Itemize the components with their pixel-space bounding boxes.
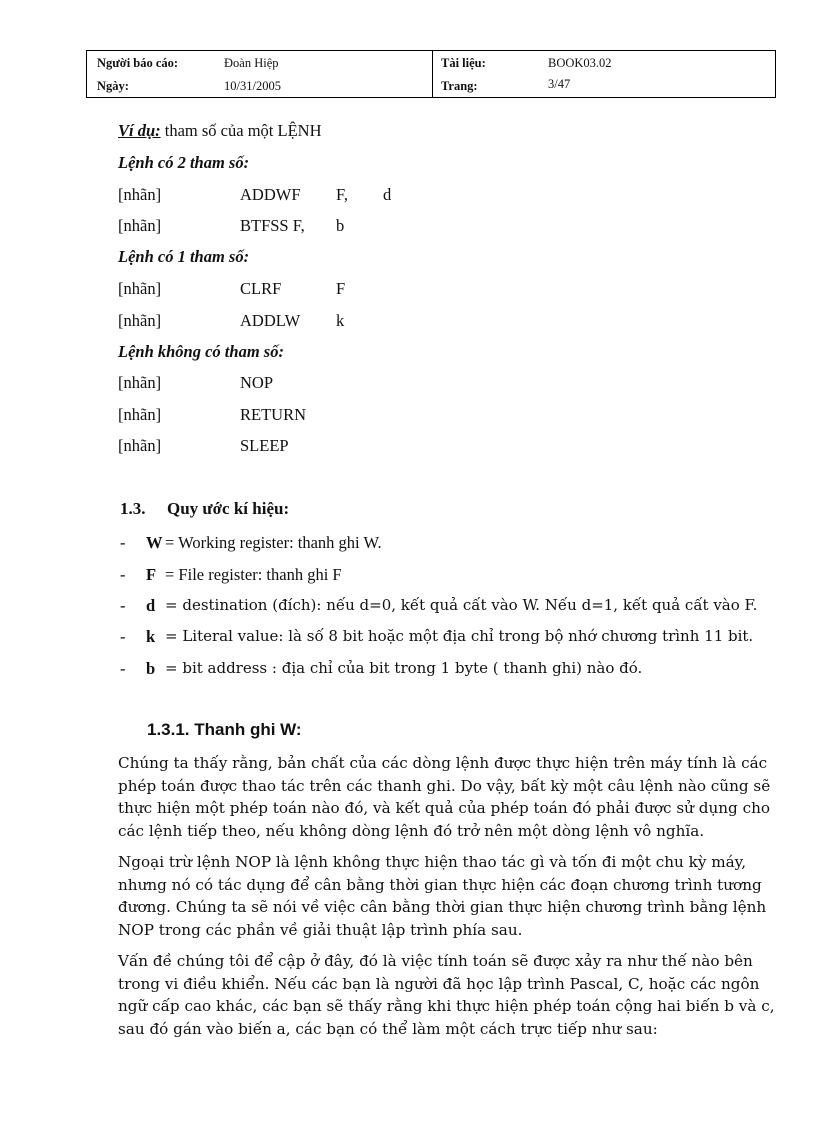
notation-text: = File register: thanh ghi F bbox=[165, 565, 342, 584]
bullet-dash: - bbox=[120, 565, 126, 584]
paragraph: Chúng ta thấy rằng, bản chất của các dòng lệnh được thực hiện trên máy tính là các phép toán được thao tác trên các thanh ghi. Do vậy, bất kỳ một câu lệnh nào cũng sẽ thực hiện một phép toán nào đó, và kết quả của phép toán đó phải được sử dụng cho các lệnh tiếp theo, nếu không dòng lệnh đó trở nên một dòng lệnh vô nghĩa. bbox=[118, 754, 771, 840]
doc-value: BOOK03.02 bbox=[548, 56, 612, 70]
notation-symbol: k bbox=[146, 627, 156, 646]
paragraph: Ngoại trừ lệnh NOP là lệnh không thực hiện thao tác gì và tốn đi một chu kỳ máy, nhưng nó có tác dụng để cân bằng thời gian thực hiện các đoạn chương trình tương đương. Chúng ta sẽ nói về việc cân bằng thời gian thực hiện chương trình bằng lệnh NOP trong các phần về giải thuật lập trình phía sau. bbox=[118, 853, 767, 939]
group-heading: Lệnh không có tham số: bbox=[118, 342, 284, 361]
example-title bbox=[118, 121, 321, 141]
notation-symbol: F bbox=[146, 565, 157, 584]
page-value: 3/47 bbox=[548, 77, 571, 91]
notation-symbol: d bbox=[146, 596, 156, 615]
notation-text: = Working register: thanh ghi W. bbox=[165, 533, 382, 552]
row-arg2: d bbox=[383, 185, 392, 204]
row-label: [nhãn] bbox=[118, 185, 162, 204]
group-heading: Lệnh có 2 tham số: bbox=[118, 153, 250, 172]
notation-item bbox=[120, 659, 770, 681]
example-text: tham số của một LỆNH bbox=[160, 121, 322, 140]
notation-item bbox=[120, 565, 770, 587]
notation-item bbox=[120, 627, 770, 649]
row-opcode: ADDWF bbox=[240, 185, 301, 204]
notation-symbol: W bbox=[146, 533, 163, 552]
example-label: Ví dụ: bbox=[118, 121, 161, 140]
notation-item bbox=[120, 533, 770, 555]
bullet-dash: - bbox=[120, 533, 126, 552]
row-label: [nhãn] bbox=[118, 405, 162, 424]
row-arg1: F bbox=[336, 279, 346, 298]
body-text bbox=[118, 752, 780, 1049]
notation-text: = destination (đích): nếu d=0, kết quả cất vào W. Nếu d=1, kết quả cất vào F. bbox=[165, 596, 758, 614]
row-label: [nhãn] bbox=[118, 279, 162, 298]
row-opcode: CLRF bbox=[240, 279, 282, 298]
section-number: 1.3. bbox=[120, 499, 146, 518]
reporter-label: Người báo cáo: bbox=[97, 56, 179, 70]
group-heading: Lệnh có 1 tham số: bbox=[118, 247, 250, 266]
header-divider bbox=[432, 51, 433, 97]
row-label: [nhãn] bbox=[118, 436, 162, 455]
row-opcode: RETURN bbox=[240, 405, 306, 424]
row-opcode: NOP bbox=[240, 373, 274, 392]
date-label: Ngày: bbox=[97, 79, 129, 93]
date-value: 10/31/2005 bbox=[224, 79, 281, 93]
row-arg1: k bbox=[336, 311, 345, 330]
doc-label: Tài liệu: bbox=[441, 56, 486, 70]
reporter-value: Đoàn Hiệp bbox=[224, 56, 279, 70]
notation-item bbox=[120, 596, 770, 618]
row-label: [nhãn] bbox=[118, 373, 162, 392]
page-label: Trang: bbox=[441, 79, 478, 93]
section-title: Quy ước kí hiệu: bbox=[167, 499, 290, 518]
row-arg1: F, bbox=[336, 185, 348, 204]
notation-symbol: b bbox=[146, 659, 156, 678]
row-opcode: ADDLW bbox=[240, 311, 301, 330]
notation-text: = Literal value: là số 8 bit hoặc một địa chỉ trong bộ nhớ chương trình 11 bit. bbox=[165, 627, 754, 645]
subsection-title: 1.3.1. Thanh ghi W: bbox=[147, 720, 302, 739]
notation-text: = bit address : địa chỉ của bit trong 1 byte ( thanh ghi) nào đó. bbox=[165, 659, 643, 677]
paragraph: Vấn đề chúng tôi để cập ở đây, đó là việc tính toán sẽ được xảy ra như thế nào bên trong vi điều khiển. Nếu các bạn là người đã học lập trình Pascal, C, hoặc các ngôn ngữ cấp cao khác, các bạn sẽ thấy rằng khi thực hiện phép toán cộng hai biến b và c, sau đó gán vào biến a, các bạn có thể làm một cách trực tiếp như sau: bbox=[118, 952, 775, 1038]
row-arg1: b bbox=[336, 216, 345, 235]
document-header bbox=[86, 50, 776, 98]
row-label: [nhãn] bbox=[118, 311, 162, 330]
bullet-dash: - bbox=[120, 627, 126, 646]
bullet-dash: - bbox=[120, 659, 126, 678]
row-opcode: BTFSS F, bbox=[240, 216, 305, 235]
bullet-dash: - bbox=[120, 596, 126, 615]
row-opcode: SLEEP bbox=[240, 436, 289, 455]
row-label: [nhãn] bbox=[118, 216, 162, 235]
